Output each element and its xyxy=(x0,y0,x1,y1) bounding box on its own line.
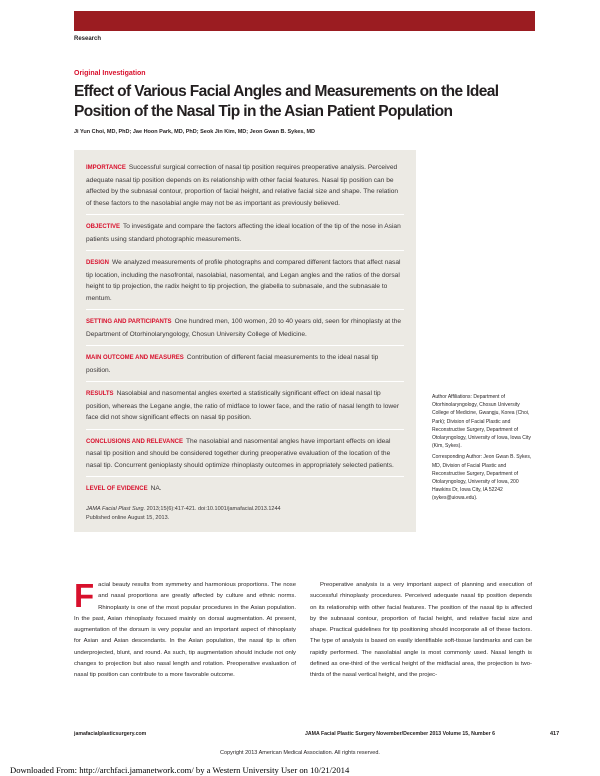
abstract-results xyxy=(86,386,404,430)
journal-website[interactable]: jamafacialplasticsurgery.com xyxy=(74,731,147,737)
abstract-text: Nasolabial and nasomental angles exerted a statistically significant effect on ideal nasal tip position, whereas the Legane angle, the ratio of midface to lower face, and the ratio of nasal length to lower face did not show significant effects on nasal tip position. xyxy=(86,390,400,421)
abstract-setting xyxy=(86,314,404,346)
abstract-text: NA. xyxy=(150,485,162,492)
abstract-text: Successful surgical correction of nasal tip position requires preoperative analysis. Perceived adequate nasal tip position depends on its relationship with other facial features. Nasal tip position can be affected by the subnasal contour, proportion of facial height, and relative facial size and shape. The relation of these factors to the nasolabial angle may not be as important as previously believed. xyxy=(86,164,399,207)
published-date: Published online August 15, 2013. xyxy=(86,514,170,521)
body-paragraph: Preoperative analysis is a very important aspect of planning and execution of successful rhinoplasty procedures. Perceived adequate nasal tip position depends on its relationship with other facial features. The position of the nasal tip is affected by the subnasal contour, proportion of facial height, and relative facial size and shape. Practical guidelines for tip positioning should incorporate all of these factors. The type of analysis is based on easily identifiable soft-tissue landmarks and can be rapidly performed. The nasolabial angle is most commonly used. Nasal length is defined as one-third of the vertical height of the midfacial area, the projection is two-thirds of the nasal vertical height, and the projec- xyxy=(310,582,532,679)
citation-details[interactable]: 2013;15(6):417-421. doi:10.1001/jamafacial.2013.1244 xyxy=(146,505,281,512)
article-type-label: Original Investigation xyxy=(74,70,146,77)
abstract-heading: RESULTS xyxy=(86,391,114,397)
abstract-objective xyxy=(86,219,404,251)
abstract-heading: OBJECTIVE xyxy=(86,224,121,230)
abstract-heading: DESIGN xyxy=(86,260,110,266)
page-number: 417 xyxy=(550,731,560,737)
abstract-box xyxy=(74,150,416,532)
abstract-conclusions xyxy=(86,434,404,478)
abstract-design xyxy=(86,255,404,310)
abstract-text: One hundred men, 100 women, 20 to 40 years old, seen for rhinoplasty at the Department of Otorhinolaryngology, Chosun University College of Medicine. xyxy=(86,318,402,338)
download-note: Downloaded From: http://archfaci.jamanetwork.com/ by a Western University User on 10/21/2014 xyxy=(10,765,350,775)
abstract-heading: MAIN OUTCOME AND MEASURES xyxy=(86,355,184,361)
article-title: Effect of Various Facial Angles and Measurements on the Ideal Position of the Nasal Tip in the Asian Patient Population xyxy=(74,83,499,120)
copyright-notice: Copyright 2013 American Medical Association. All rights reserved. xyxy=(220,750,380,756)
abstract-outcome xyxy=(86,350,404,382)
body-column-left xyxy=(74,577,296,682)
corresponding-author: Corresponding Author: Jeon Gwan B. Sykes, MD, Division of Facial Plastic and Reconstructive Surgery, Department of Otolaryngology, University of Iowa, 200 Hawkins Dr, Iowa City, IA 52242 (sykes@uiowa.edu). xyxy=(432,454,532,502)
abstract-heading: LEVEL OF EVIDENCE xyxy=(86,486,148,492)
abstract-text: To investigate and compare the factors affecting the ideal location of the tip of the nose in Asian patients using standard photographic measurements. xyxy=(86,223,401,243)
body-column-right xyxy=(310,580,532,682)
abstract-text: Contribution of different facial measurements to the ideal nasal tip position. xyxy=(86,354,379,374)
body-paragraph: acial beauty results from symmetry and harmonious proportions. The nose and nasal proportions are greatly affected by culture and ethnic norms. Rhinoplasty is one of the most popular procedures in the Asian population. In the past, Asian rhinoplasty focused mainly on dorsal augmentation. At present, augmentation of the dorsum is very popular and an important aspect of rhinoplasty for Asian and Asian descendants. In the Asian population, the nasal tip is often underprojected, blunt, and round. As such, tip augmentation should include not only changes to projection but also nasal length and rotation. Preoperative evaluation of nasal tip position can contribute to a more favorable outcome. xyxy=(74,582,296,679)
abstract-text: The nasolabial and nasomental angles have important effects on ideal nasal tip position and should be considered together during preoperative evaluation of the location of the nasal tip. Concurrent genioplasty should optimize rhinoplasty outcomes in appropriately selected patients. xyxy=(86,437,394,469)
abstract-evidence xyxy=(86,481,404,501)
author-list: Ji Yun Choi, MD, PhD; Jae Hoon Park, MD, PhD; Seok Jin Kim, MD; Jeon Gwan B. Sykes, MD xyxy=(74,129,316,135)
abstract-heading: CONCLUSIONS AND RELEVANCE xyxy=(86,438,184,445)
author-affiliations xyxy=(432,393,536,506)
drop-cap: F xyxy=(74,577,95,614)
citation-journal: JAMA Facial Plast Surg. xyxy=(86,505,146,512)
abstract-heading: SETTING AND PARTICIPANTS xyxy=(86,319,172,325)
abstract-text: We analyzed measurements of profile photographs and compared different factors that affect nasal tip location, including the nasofrontal, nasolabial, nasomental, and Legan angles and the ratios of the dorsal height to tip projection, the radix height to tip projection, the glabella to subnasale, and the subnasale to mentum. xyxy=(86,259,401,302)
abstract-heading: IMPORTANCE xyxy=(86,165,126,171)
affiliation-paragraph: Author Affiliations: Department of Otorhinolaryngology, Chosun University College of Medicine, Gwangju, Korea (Choi, Park); Division of Facial Plastic and Reconstructive Surgery, Department of Otolaryngology, University of Iowa, Iowa City (Kim, Sykes). xyxy=(432,394,531,450)
section-label: Research xyxy=(74,36,102,42)
journal-header-bar xyxy=(74,11,535,31)
journal-issue: JAMA Facial Plastic Surgery November/December 2013 Volume 15, Number 6 xyxy=(305,731,495,737)
citation xyxy=(86,505,404,523)
abstract-importance xyxy=(86,160,404,215)
